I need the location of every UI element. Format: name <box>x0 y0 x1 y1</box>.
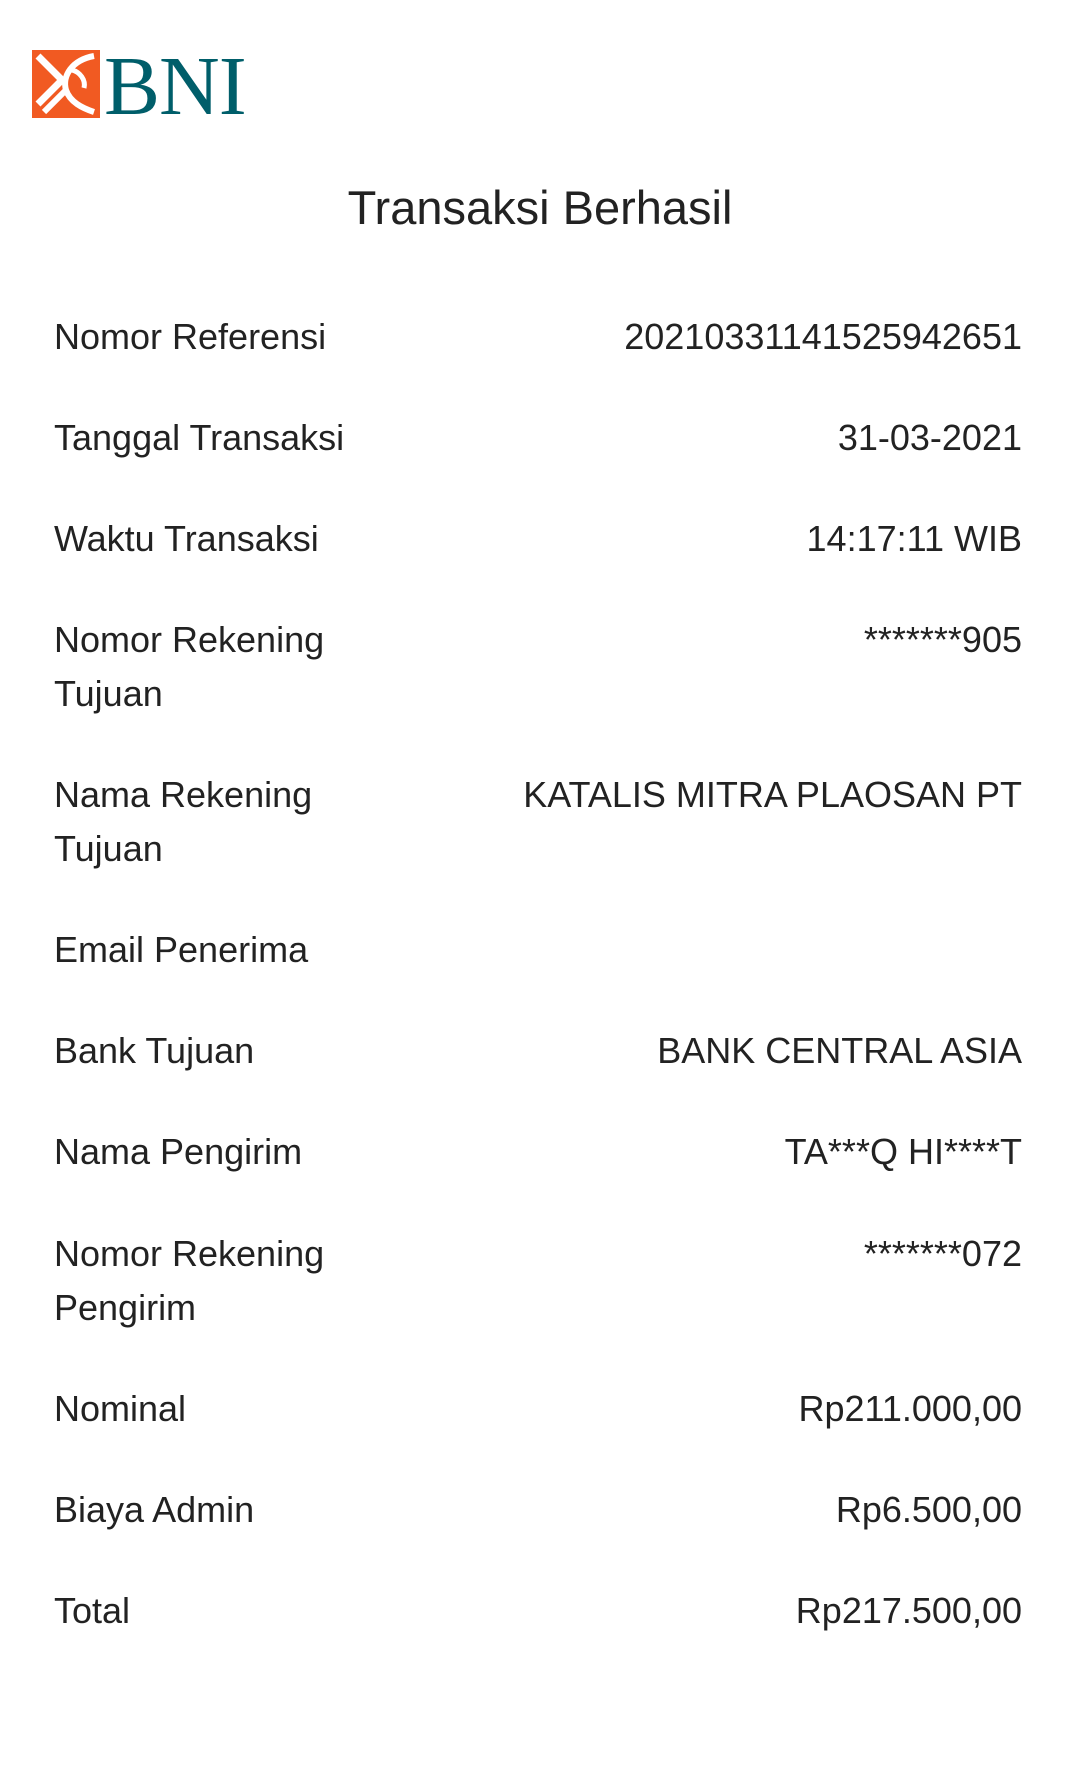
row-value: Rp6.500,00 <box>835 1489 1022 1530</box>
row-value: KATALIS MITRA PLAOSAN PT <box>523 774 1022 815</box>
bni-logo <box>32 40 246 133</box>
row-total <box>54 1584 1022 1638</box>
row-nomor-referensi <box>54 310 1022 364</box>
row-label: Nama Pengirim <box>54 1131 303 1172</box>
row-label: Total <box>54 1590 131 1631</box>
bni-logo-text: BNI <box>104 40 246 133</box>
row-value: 20210331141525942651 <box>624 316 1022 357</box>
row-label: Tanggal Transaksi <box>54 417 345 458</box>
row-value: Rp211.000,00 <box>798 1388 1022 1429</box>
page-title: Transaksi Berhasil <box>347 181 733 234</box>
row-label: Biaya Admin <box>54 1489 255 1530</box>
row-value: 14:17:11 WIB <box>806 518 1022 559</box>
bni-logo-mark-icon <box>32 50 100 118</box>
row-nominal <box>54 1382 1022 1436</box>
row-nama-pengirim <box>54 1125 1022 1179</box>
row-value: TA***Q HI****T <box>784 1131 1022 1172</box>
row-nomor-rekening-pengirim <box>54 1227 1022 1335</box>
row-value: BANK CENTRAL ASIA <box>657 1030 1022 1071</box>
row-nama-rekening-tujuan <box>54 768 1022 876</box>
row-value: *******072 <box>863 1233 1022 1274</box>
row-label: Email Penerima <box>54 929 309 970</box>
row-label: Nomor Rekening Pengirim <box>54 1233 325 1328</box>
row-nomor-rekening-tujuan <box>54 613 1022 721</box>
row-bank-tujuan <box>54 1024 1022 1078</box>
row-value: Rp217.500,00 <box>795 1590 1022 1631</box>
row-value: 31-03-2021 <box>837 417 1022 458</box>
row-label: Nominal <box>54 1388 187 1429</box>
row-biaya-admin <box>54 1483 1022 1537</box>
row-value: *******905 <box>863 619 1022 660</box>
row-label: Nomor Referensi <box>54 316 327 357</box>
row-label: Bank Tujuan <box>54 1030 255 1071</box>
row-email-penerima <box>54 923 1022 977</box>
row-waktu-transaksi <box>54 512 1022 566</box>
row-tanggal-transaksi <box>54 411 1022 465</box>
row-label: Nama Rekening Tujuan <box>54 774 313 869</box>
row-label: Waktu Transaksi <box>54 518 319 559</box>
row-label: Nomor Rekening Tujuan <box>54 619 325 714</box>
